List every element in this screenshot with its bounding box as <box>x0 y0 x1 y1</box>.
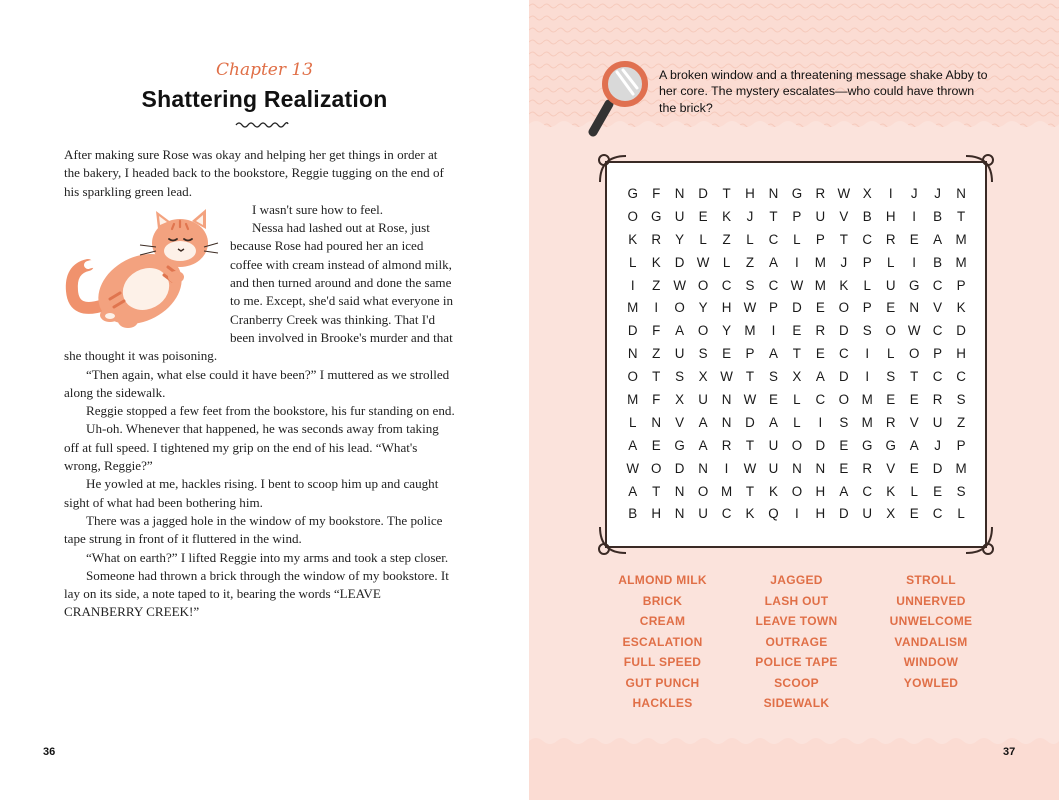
grid-letter: H <box>745 186 755 201</box>
grid-letter: N <box>674 186 685 201</box>
grid-letter: E <box>722 346 731 362</box>
grid-letter: M <box>861 392 873 408</box>
grid-letter: I <box>795 506 799 522</box>
grid-letter: U <box>674 346 685 362</box>
word-list-item: POLICE TAPE <box>755 655 838 669</box>
grid-letter: M <box>955 460 967 476</box>
magnifying-glass-icon <box>587 58 655 142</box>
word-list-item: ESCALATION <box>622 634 703 649</box>
grid-row <box>621 458 973 481</box>
grid-letter: Y <box>675 231 685 247</box>
grid-letter: W <box>837 186 851 201</box>
grid-letter: D <box>792 300 802 316</box>
grid-letter: V <box>933 300 943 316</box>
grid-letter: E <box>886 392 896 408</box>
grid-letter: D <box>745 414 755 430</box>
grid-letter: I <box>865 369 870 385</box>
grid-letter: K <box>745 506 755 522</box>
grid-letter: R <box>815 186 826 201</box>
grid-letter: B <box>628 506 638 522</box>
grid-letter: P <box>862 254 872 270</box>
word-list-item: GUT PUNCH <box>625 675 700 690</box>
grid-letter: T <box>956 208 966 224</box>
grid-letter: F <box>652 323 661 339</box>
grid-letter: J <box>840 254 848 270</box>
grid-letter: K <box>651 254 661 270</box>
grid-letter: B <box>933 208 943 224</box>
grid-letter: N <box>721 392 732 408</box>
page-number-right: 37 <box>1003 746 1016 758</box>
grid-row <box>621 252 973 275</box>
grid-letter: P <box>768 300 778 316</box>
paragraph: Reggie stopped a few feet from the bookstore, his fur standing on end. <box>86 403 455 419</box>
grid-letter: O <box>627 208 638 224</box>
grid-letter: L <box>957 506 965 522</box>
grid-letter: O <box>697 483 709 499</box>
grid-letter: C <box>932 369 943 385</box>
grid-letter: M <box>814 254 826 270</box>
grid-letter: C <box>862 231 873 247</box>
grid-letter: G <box>862 437 873 453</box>
grid-letter: A <box>909 437 919 453</box>
sleeping-cat-icon <box>64 207 220 337</box>
grid-row <box>621 183 973 206</box>
grid-row <box>621 366 973 389</box>
grid-letter: T <box>839 231 848 247</box>
grid-letter: R <box>862 460 873 476</box>
grid-letter: W <box>907 323 921 339</box>
word-list-item: WINDOW <box>903 655 959 669</box>
grid-letter: J <box>910 186 918 201</box>
grid-letter: H <box>651 506 662 522</box>
grid-letter: H <box>815 506 826 522</box>
chapter-teaser: A broken window and a threatening message shake Abby to her core. The mystery escalates—who could have thrown the brick? <box>659 68 988 115</box>
grid-letter: V <box>909 414 919 430</box>
grid-letter: L <box>722 254 731 270</box>
cat-illustration <box>64 207 220 347</box>
grid-letter: N <box>721 414 732 430</box>
grid-letter: N <box>651 414 662 430</box>
grid-letter: S <box>886 369 896 385</box>
grid-letter: N <box>909 300 919 316</box>
grid-letter: I <box>818 414 823 430</box>
chapter-label: Chapter 13 <box>215 60 314 80</box>
grid-letter: P <box>956 437 966 453</box>
word-list-item: UNNERVED <box>896 593 966 608</box>
grid-letter: E <box>815 346 825 362</box>
grid-letter: E <box>909 392 919 408</box>
grid-letter: G <box>650 208 662 224</box>
grid-letter: S <box>745 277 755 293</box>
grid-letter: U <box>768 437 779 453</box>
grid-letter: R <box>932 392 943 408</box>
grid-letter: U <box>932 414 943 430</box>
grid-letter: N <box>768 186 779 201</box>
grid-letter: N <box>792 460 802 476</box>
grid-letter: D <box>674 254 685 270</box>
grid-letter: L <box>886 254 895 270</box>
grid-letter: E <box>933 483 943 499</box>
grid-letter: S <box>839 414 849 430</box>
word-list-item: OUTRAGE <box>765 634 828 649</box>
grid-letter: R <box>815 323 826 339</box>
grid-letter: A <box>768 254 778 270</box>
grid-letter: T <box>652 483 661 499</box>
grid-letter: C <box>932 277 943 293</box>
grid-letter: F <box>652 392 661 408</box>
grid-letter: M <box>955 231 967 247</box>
word-list-item: LEAVE TOWN <box>755 614 838 628</box>
grid-letter: J <box>934 186 941 201</box>
grid-letter: E <box>909 231 919 247</box>
grid-letter: W <box>696 254 710 270</box>
grid-letter: G <box>791 186 803 201</box>
grid-letter: S <box>956 483 966 499</box>
word-list-item: YOWLED <box>903 675 959 690</box>
grid-letter: I <box>630 277 635 293</box>
grid-letter: C <box>838 346 849 362</box>
grid-letter: M <box>627 300 639 316</box>
grid-letter: Z <box>722 231 731 247</box>
word-list-item <box>865 693 997 714</box>
grid-letter: S <box>862 323 872 339</box>
word-search-grid <box>621 183 973 526</box>
grid-letter: S <box>698 346 708 362</box>
grid-letter: Z <box>652 346 661 362</box>
grid-letter: O <box>627 369 638 385</box>
grid-letter: L <box>629 414 637 430</box>
grid-letter: T <box>769 208 778 224</box>
word-list-item: LASH OUT <box>764 593 829 608</box>
grid-letter: M <box>720 483 733 499</box>
grid-letter: C <box>768 231 779 247</box>
paragraph: After making sure Rose was okay and helping her get things in order at the bakery, I headed back to the bookstore, Reggie tugging on the end of his sparkling green lead. <box>64 147 444 199</box>
word-list-item: JAGGED <box>770 573 823 587</box>
grid-letter: K <box>768 483 778 499</box>
grid-letter: R <box>885 414 896 430</box>
grid-letter: G <box>627 186 638 201</box>
grid-letter: T <box>652 369 661 385</box>
grid-letter: D <box>698 186 708 201</box>
paragraph: “What on earth?” I lifted Reggie into my arms and took a step closer. <box>86 549 449 565</box>
word-list-item: SIDEWALK <box>763 696 830 710</box>
grid-letter: I <box>912 208 917 224</box>
grid-letter: D <box>932 460 943 476</box>
grid-letter: A <box>768 346 778 362</box>
grid-letter: E <box>909 506 919 522</box>
grid-letter: E <box>815 300 825 316</box>
grid-letter: C <box>721 277 732 293</box>
grid-letter: U <box>698 506 708 522</box>
chapter-body <box>64 146 456 622</box>
word-list-item: HACKLES <box>632 696 693 710</box>
grid-letter: W <box>743 300 757 316</box>
paragraph: Nessa had lashed out at Rose, just because Rose had poured her an iced coffee with cream instead of almond milk, and then turned around and done the same to me. Except, she'd said what everyone in Cranberry Creek was thinking. That I'd been involved in Brooke's murder and that she thought it was poisoning. <box>64 220 454 364</box>
grid-letter: W <box>720 369 733 385</box>
grid-row <box>621 229 973 252</box>
grid-letter: B <box>862 208 872 224</box>
word-list-item: VANDALISM <box>894 634 968 649</box>
grid-letter: T <box>792 346 801 362</box>
grid-letter: J <box>934 437 941 453</box>
grid-letter: K <box>722 208 731 224</box>
grid-letter: N <box>627 346 638 362</box>
grid-letter: Z <box>956 414 966 430</box>
word-list-item: STROLL <box>906 573 956 587</box>
grid-letter: H <box>721 300 732 316</box>
grid-letter: Z <box>745 254 755 270</box>
grid-letter: R <box>885 231 896 247</box>
grid-letter: C <box>721 506 732 522</box>
grid-letter: M <box>861 414 873 430</box>
grid-letter: M <box>814 277 826 293</box>
grid-letter: I <box>865 346 870 362</box>
grid-letter: K <box>839 277 849 293</box>
right-page <box>529 0 1059 800</box>
grid-letter: J <box>746 208 754 224</box>
grid-letter: C <box>956 369 966 385</box>
grid-letter: A <box>628 437 638 453</box>
grid-letter: M <box>744 323 756 339</box>
grid-letter: P <box>956 277 966 293</box>
grid-letter: N <box>815 460 826 476</box>
grid-letter: U <box>862 506 873 522</box>
grid-letter: W <box>673 277 686 293</box>
grid-row <box>621 435 973 458</box>
grid-letter: S <box>675 369 685 385</box>
grid-letter: E <box>651 437 661 453</box>
grid-row <box>621 389 973 412</box>
page-number-left: 36 <box>43 746 56 758</box>
grid-letter: O <box>697 277 709 293</box>
grid-letter: N <box>956 186 966 201</box>
grid-letter: E <box>886 300 896 316</box>
grid-letter: K <box>886 483 896 499</box>
paragraph: Uh-oh. Whenever that happened, he was seconds away from taking off at full speed. I tightened my grip on the end of his lead. “What's wrong, Reggie?” <box>64 421 439 474</box>
paragraph: I wasn't sure how to feel. <box>252 201 384 217</box>
grid-letter: I <box>912 254 917 270</box>
grid-row <box>621 481 973 504</box>
grid-letter: P <box>745 346 755 362</box>
grid-letter: N <box>674 483 685 499</box>
grid-letter: A <box>675 323 685 339</box>
word-list <box>597 570 997 714</box>
grid-letter: G <box>908 277 920 293</box>
word-list-item: SCOOP <box>774 675 819 690</box>
grid-letter: M <box>627 392 639 408</box>
grid-letter: L <box>746 231 754 247</box>
word-list-item: UNWELCOME <box>889 614 973 628</box>
word-list-item: FULL SPEED <box>623 655 702 669</box>
grid-letter: O <box>885 323 896 339</box>
grid-letter: A <box>768 414 778 430</box>
grid-letter: O <box>650 460 662 476</box>
grid-letter: M <box>955 254 967 270</box>
grid-letter: D <box>838 506 849 522</box>
grid-letter: H <box>815 483 826 499</box>
grid-letter: P <box>792 208 802 224</box>
grid-letter: P <box>815 231 825 247</box>
grid-letter: B <box>933 254 943 270</box>
grid-letter: T <box>745 437 755 453</box>
grid-letter: P <box>862 300 872 316</box>
grid-row <box>621 275 973 298</box>
grid-letter: Q <box>768 506 779 522</box>
grid-letter: E <box>839 460 849 476</box>
grid-letter: V <box>839 208 849 224</box>
grid-letter: T <box>910 369 919 385</box>
grid-letter: D <box>674 460 685 476</box>
grid-letter: V <box>886 460 896 476</box>
bottom-wave-band <box>529 735 1059 800</box>
paragraph: He yowled at me, hackles rising. I bent to scoop him up and caught sight of what had been bothering him. <box>64 476 439 510</box>
grid-letter: T <box>745 483 755 499</box>
grid-letter: A <box>698 437 708 453</box>
grid-letter: Y <box>698 300 708 316</box>
paragraph: “Then again, what else could it have been?” I muttered as we strolled along the sidewalk. <box>64 366 450 400</box>
grid-letter: U <box>815 208 826 224</box>
grid-letter: Y <box>722 323 731 339</box>
grid-letter: I <box>888 186 893 201</box>
grid-letter: L <box>699 231 707 247</box>
grid-letter: O <box>838 300 850 316</box>
grid-letter: L <box>793 392 801 408</box>
grid-letter: S <box>956 392 966 408</box>
grid-letter: A <box>815 369 825 385</box>
grid-letter: L <box>910 483 918 499</box>
grid-letter: W <box>743 460 757 476</box>
grid-letter: K <box>956 300 966 316</box>
grid-letter: A <box>628 483 638 499</box>
grid-letter: L <box>793 231 801 247</box>
grid-letter: U <box>885 277 896 293</box>
grid-letter: D <box>956 323 966 339</box>
grid-letter: T <box>722 186 731 201</box>
grid-letter: H <box>885 208 896 224</box>
left-page <box>0 0 529 800</box>
grid-letter: O <box>697 323 709 339</box>
grid-row <box>621 206 973 229</box>
grid-letter: G <box>674 437 685 453</box>
grid-letter: R <box>651 231 662 247</box>
grid-letter: C <box>932 323 943 339</box>
grid-letter: L <box>793 414 801 430</box>
grid-letter: X <box>792 369 802 385</box>
grid-letter: D <box>838 323 849 339</box>
grid-letter: H <box>956 346 966 362</box>
grid-letter: F <box>652 186 661 201</box>
grid-letter: O <box>908 346 920 362</box>
grid-letter: E <box>909 460 919 476</box>
grid-letter: S <box>768 369 778 385</box>
grid-letter: L <box>886 346 895 362</box>
grid-letter: X <box>886 506 896 522</box>
word-list-item: ALMOND MILK <box>618 573 707 587</box>
grid-letter: P <box>933 346 943 362</box>
grid-letter: C <box>768 277 779 293</box>
grid-letter: C <box>862 483 873 499</box>
grid-letter: X <box>698 369 708 385</box>
grid-letter: A <box>698 414 708 430</box>
grid-letter: I <box>654 300 659 316</box>
grid-letter: T <box>745 369 755 385</box>
grid-letter: E <box>768 392 778 408</box>
word-list-item: BRICK <box>642 593 683 608</box>
grid-letter: D <box>838 369 849 385</box>
grid-letter: L <box>863 277 871 293</box>
grid-letter: O <box>838 392 850 408</box>
grid-letter: U <box>698 392 708 408</box>
grid-row <box>621 343 973 366</box>
grid-letter: G <box>885 437 896 453</box>
grid-letter: Z <box>652 277 661 293</box>
grid-letter: A <box>839 483 849 499</box>
grid-row <box>621 320 973 343</box>
grid-letter: W <box>743 392 757 408</box>
grid-letter: W <box>790 277 804 293</box>
grid-letter: L <box>629 254 637 270</box>
grid-letter: R <box>721 437 732 453</box>
grid-row <box>621 503 973 526</box>
grid-letter: V <box>675 414 685 430</box>
paragraph: Someone had thrown a brick through the window of my bookstore. It lay on its side, a note taped to it, bearing the words “LEAVE CRANBERRY CREEK!” <box>64 567 449 620</box>
grid-letter: D <box>627 323 638 339</box>
grid-letter: O <box>674 300 685 316</box>
grid-letter: A <box>933 231 943 247</box>
grid-letter: N <box>698 460 708 476</box>
paragraph: There was a jagged hole in the window of my bookstore. The police tape strung in front of it fluttered in the wind. <box>64 512 443 547</box>
grid-letter: W <box>626 460 640 476</box>
grid-letter: O <box>791 483 803 499</box>
grid-letter: K <box>628 231 638 247</box>
grid-letter: O <box>791 437 803 453</box>
grid-letter: I <box>724 460 729 476</box>
word-list-item: CREAM <box>639 614 686 628</box>
grid-row <box>621 297 973 320</box>
grid-letter: E <box>792 323 802 339</box>
grid-letter: E <box>839 437 849 453</box>
wavy-divider-icon <box>235 119 289 129</box>
grid-letter: C <box>932 506 943 522</box>
chapter-title: Shattering Realization <box>141 86 388 112</box>
grid-letter: I <box>795 254 799 270</box>
grid-row <box>621 412 973 435</box>
grid-letter: X <box>862 186 872 201</box>
grid-letter: C <box>815 392 826 408</box>
grid-letter: X <box>675 392 685 408</box>
grid-letter: D <box>815 437 826 453</box>
grid-letter: U <box>768 460 779 476</box>
grid-letter: I <box>771 323 776 339</box>
grid-letter: U <box>674 208 685 224</box>
grid-letter: E <box>698 208 708 224</box>
grid-letter: N <box>674 506 685 522</box>
